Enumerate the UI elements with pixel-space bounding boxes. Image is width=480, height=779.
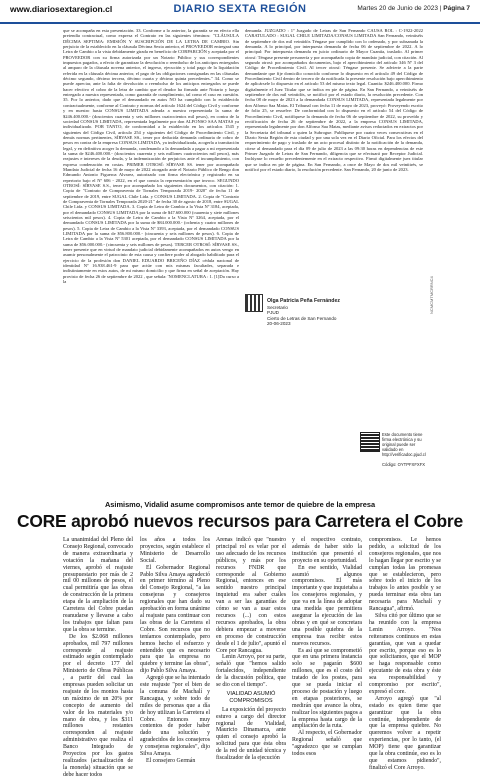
date-text: Martes 20 de Junio de 2023	[357, 5, 438, 12]
paragraph: La exposición del proyecto estuvo a cargo del director regional de Vialidad, Mauricio Dinamarca, ante quien el consejo aprobó la solicitud para que ésta obra de la red de unidad técnica y fiscalizador de la ejecución	[216, 706, 286, 762]
paragraph: los años a todos los proyectos, según establece el Ministerio de Desarrollo Social.	[140, 537, 210, 564]
seal-icon	[245, 294, 263, 312]
paragraph: compromisos. Le hemos pedido, a solicitud de los consejeros regionales, que nos lo hagan llegar por escrito y se cumplan todas las promesas que se establecieron, pero sobre todo el inicio de los trabajos lo antes posible y se pueda terminar esta obra tan necesaria para Machalí y Rancagua", afirmó.	[369, 537, 441, 613]
page-header	[0, 0, 480, 24]
paragraph: Arroyo agregó que "al estado es quien tiene que garantizar que la obra continúe, independiente de que la empresa quiebre. No queremos volver a repetir experiencias, por lo tanto, (el MOP) tiene que garantizar que la obra continúe, eso es lo que estamos pidiendo", finalizó el Core Arroyo.	[369, 695, 441, 771]
signer-date: 20-06-2023	[267, 321, 291, 326]
document-side-id: NCMCMTMCRRNC4	[429, 276, 434, 314]
legal-notice-left: que se acompaña en esta presentación. 33. Conforme a lo anterior, la garantía se en efecto ella pretendía contractual, como expresa el Contrato en las siguientes términos: "CLÁUSULA DÉCIMA SEPTIMA: EMISIÓN Y SUSCRIPCIÓN DE LA LETRA DE CAMBIO. Sin perjuicio de la establecido en la cláusula Décima Sexta anterior, el PROVEEDOR entregará una Letra de Cambio a la vista debidamente girada en beneficio de CORPARCIÓN y aceptada por el PROVEEDOR con su firma autorizada por un Notario Público y sus correspondientes impuestos pagados, a efecto de garantizar la devolución o reembolso de los anticipos entregados al amparo de la cláusula novena anterior, el ingreso, ejecución y total pago de la liquidación referida en la cláusula décima anterior, el pago de las obligaciones consignadas en las cláusulas décimo segundo, décimo tercera, décimo cuarta y décimo quinta precedentes." 34. Como se puede apreciar, ante la falta de devolución o reembolso de los anticipos entregados se puede hacer efectivo el cobro de la letra de cambio que el deudor ha firmado ante Notario y luego entregado a nuestra representada, como garantía de cumplimiento, tal como el caso en cuestión. 35. Por lo anterior, dado que el demandado en autos NO ha cumplido con lo establecido contractualmente, conforme al Contrato y normas del artículo 1624 del Código Civil y conforme y en nuestro hasta CONSUS LIMITADA adeuda a nuestra representada la suma de $246.400.000.- (doscientos cuarenta y seis millones cuatrocientos mil pesos), en contra de la sociedad CONSUS LIMITADA, representada legalmente por don ALFONSO SAA MATAS ya individualizado. POR TANTO, de conformidad a lo establecido en los artículos 1545 y siguientes del Código Civil, artículo 254 y siguientes del Código de Procedimiento Civil, y demás normas pertinentes, SÍRVASE SS., tener por deducida demanda ordinaria de cobro de pesos en contra de la empresa CONSUS LIMITADA, ya individualizada, acogerla a tramitación legal, y en definitiva acoger la demanda, condenando a la demandada a pagar a mi representada la suma de $246.400.000.- (doscientos cuarenta y seis millones cuatrocientos mil pesos), más reajustes e intereses de la deuda, y la indemnización de perjuicios ante el incumplimiento, con expresa condenación en costas. PRIMER OTROSÍ: SÍRVASE SS. tener por acompañado Mandato Judicial de fecha 16 de mayo de 2022 otorgado ante el Notario Público de Rengo don Edmundo Antonio Figueroa Alvarez, autorizado con firma electrónica y registrado en su repertorio bajo el Nº 606 - 2022, en el que consta la representación que invoco. SEGUNDO OTROSÍ: SÍRVASE S.S., tener por acompañado los siguientes documentos, con citación: 1. Copia de "Contrato de Compraventa de Tornales Temporada 2019- 2020" de fecha 11 de septiembre de 2019, entre SUGAL Chile Ltda. y CONSUS LIMITADA. 2. Copia de "Contrato de Compraventa de Tornales Temporada 2020-21" de fecha 30 de agosto de 2018, entre SUGAL Chile Ltda. y CONSUS LIMITADA. 3. Copia de Letra de Cambio a la Vista Nº 3184, aceptada, por el demandado CONSUS LIMITADA por la suma de $47.600.000 (cuarenta y siete millones seiscientos mil pesos). 4. Copia de Letra de Cambio a la Vista Nº 3264, aceptada, por el demandado CONSUS LIMITADA por la suma de $84.000.000.- (ochenta y cuatro millones de pesos). 5. Copia de Letra de Cambio a la Vista Nº 3393, aceptada, por el demandado CONSUS LIMITADA por la suma de $56.800.000.- (cincuenta y seis millones de pesos). 6. Copia de Letra de Cambio a la Vista Nº 5301 aceptada, por el demandado CONSUS LIMITADA por la suma de $56.000.000.- (cincuenta y seis millones de pesos). TERCER OTROSÍ: SÍRVASE SS., tener presente que en virtud de mandato judicial debidamente acompañados en autos vengo en asumir personalmente el patrocinio de esta causa y confiere poder al abogado habilitado para el ejercicio de la profesión don DANIEL EDUARDO BRICEÑO DÍAZ cédula nacional de identidad Nº 16.938.461-9 para que actúe con mis mismas facultades, separada e indistintamente en estos autos, de mi mismo domicilio y que firma en señal de aceptación. Hay provisto de fecha 26 de septiembre de 2022 , que señala: 'NOMENCLATURA : 1. [1]Da curso a la	[63, 28, 239, 285]
article-column-4	[292, 537, 362, 758]
page-number: Página 7	[443, 5, 470, 12]
newspaper-name: DIARIO SEXTA REGIÓN	[173, 3, 307, 15]
paragraph: Lenin Arroyo, por su parte, señaló que "hemos salido fortalecidos, independiente de la discusión política, que se dio con el tiempo".	[216, 654, 286, 689]
legal-notice-right: demanda. JUZGADO : 1º Juzgado de Letras de San Fernando CAUSA ROL : C-1922-2022 CARATULADO : SUGAL CHILE LIMITADA/CONSUS LIMITADA San Fernando, veintiséis de septiembre de dos mil veintidós Téngase por cumplido con lo ordenado, y por subsanada la demanda. A lo principal, por interpuesta demanda de fecha 06 de septiembre de 2022. A lo principal: Por interpuesta demanda en juicio ordinario de Mayor Cuantía, traslado. Al primer otrosí: Téngase presente personería y por acompañado copia de mandato judicial, con citación. Al segundo otrosí: por acompañados documentos, bajo el apercibimiento del artículo 346 Nº 3 del Código de Procedimiento Civil. Al tercer otrosí: Téngase presente. Se advierte a la parte demandante que fije domicilio conocido conforme lo dispuesto en el artículo 49 del Código de Procedimiento Civil dentro de tercero de da notificada la presente resolución bajo apercibimiento de aplicársele lo dispuesto en el artículo 53 del mismo texto legal. Cuantía: $246.400.000. Firmo digitalmente el Juez Titular que se indica en pie de página. En San Fernando, a veintiséis de septiembre de dos mil veintidós, se notificó por el estado diario, la resolución precedente. Con fecha 08 de mayo de 2023 a la demandada CONSUS LIMITADA, representada legalmente por don Alfonso Saa Matas. El Tribunal con fecha 11 de mayo de 2023, proveyó: Proveyendo escrito de folio 25, se resuelve: De conformidad con lo dispuesto en el artículo 54 del Código de Procedimiento Civil, notifíquese la demanda de fecha 06 de septiembre de 2022, su proveído y rectificación de fecha 26 de septiembre de 2022, a la empresa CONSUS LIMITADA, representada legalmente por don Alfonso Saa Matas, mediante avisos redactados en extractos por la Secretaria del tribunal o quien la Subrogue. Publíquese por cuatro veces consecutivas en el Diario Sexta Región de esta ciudad y por una sola vez en el Diario Oficial. Para los efectos del requerimiento de pago y traslado de un acto procesal distinto de la notificación de la demanda, citese al demandado para el día 09 de julio de 2023 a las 09:30 horas en dependencias de este Primer Juzgado de Letras de San Fernando, diligencia que se efectuará por Receptor Judicial. Inclúyase lo resuelto precedentemente en el extracto respectivo. Firmó digitalmente juez titular que se indica en pie de página. En San Fernando, a once de Mayo de dos mil veintitrés, se notificó por el estado diario, la resolución precedente. San Fernando, 20 de junio de 2023.	[245, 28, 423, 172]
verification-code: Código: OYTPFXFXFX	[382, 462, 426, 467]
signer-role: Secretario	[267, 304, 288, 310]
site-url[interactable]: www.diariosextaregion.cl	[10, 4, 113, 14]
signer-court-name: Cierto de Letras de San Fernando	[267, 315, 337, 321]
paragraph: El consejero Germán	[146, 758, 196, 764]
paragraph: La unanimidad del Pleno del Consejo Regional, convocado de manera extraordinaria y votación la mañana del viernes, aprobó el reajuste presupuestario por más de 2 mil 00 millones de pesos, el cual permitiría que las obras de construcción de la primera etapa de la ampliación de la Carretera del Cobre puedan reanudarse y llevarse a cabo los trabajos que faltan para que la obra se termine.	[63, 537, 133, 633]
paragraph: En ese sentido, Vialidad asumió algunos compromisos. El más importante y que inquietaba a los consejeros regionales, y que va en la línea de adoptar una medida que permitiera asegurar la ejecución de las obras y en qué se concretara una posible quiebra de la empresa tras recibir estos nuevos recursos.	[292, 564, 362, 647]
issue-date: Martes 20 de Junio de 2023 | Página 7	[357, 5, 470, 12]
paragraph: De los $2.068 millones aprobados, mil 797 millones corresponde al reajuste estimado según contemplado por el decreto 177 del Ministerio de Obras Públicas , a partir del cual las empresas pueden solicitar un reajuste de los montos hasta un máximo de un 20% por concepto de aumento del valor de los materiales y/o mano de obra, y los $311 millones restantes corresponden al reajuste administrativo que realiza el Banco Integrado de Proyectos por los gastos realizados (actualización de la moneda) situación que se debe hacer todos	[63, 633, 133, 778]
article-column-5	[369, 537, 441, 771]
article-subtitle: Asimismo, Vidalid asume compromisos ante temor de quiebre de la empresa	[104, 500, 376, 509]
article-column-2	[140, 537, 210, 764]
paragraph: y el respectivo contrato, además de haber sido la institución que presentó el proyecto en su oportunidad.	[292, 537, 362, 564]
article-column-3	[216, 537, 286, 762]
article-column-1	[63, 537, 133, 778]
verification-text	[382, 432, 430, 467]
paragraph: Al respecto, el Gobernador Regional señaló que "agradezco que se cumplan todos esos	[292, 730, 362, 758]
paragraph: El Gobernador Regional Pablo Silva Amaya agradeció en primer término al Pleno del Consejo Regional, "a las consejeras y consejeros regionales que han dado su aprobación en forma unánime al reajuste para continuar con las obras de la Carretera el Cobre. Son recursos que no teníamos contemplado, pero hemos hecho el esfuerzo y entendido que es necesario para que la empresa no quiebre y termine las obras", dijo Pablo Silva Amaya.	[140, 564, 210, 675]
verification-note: Este documento tiene firma electrónica y su original puede ser validado en http://verificadoc.pjud.cl	[382, 432, 426, 457]
verification-box	[360, 432, 430, 492]
signature-block	[245, 298, 423, 326]
article-headline: CORE aprobó nuevos recursos para Carretera el Cobre	[17, 511, 463, 531]
signer-court: PJUD	[267, 310, 279, 315]
paragraph: Silva citó por último que se ha reunido con la empresa Lenin Arroyo. "Nos reiteramos continuos en estas garantías, que van a quedar por escrito, porque eso es lo que solicitamos, que el MOP se haga responsable como ejecutante de esta obra y éste sea responsabilidad y compromiso por escrito", expresó el core.	[369, 612, 441, 695]
paragraph: Agregó que se ha intentado este reajuste "por el bien de la comuna de Machalí y Rancagua, y sobre todo de miles de personas que a día de hoy utilizan la Carretera el Cobre. Entonces muy contentos de poder haber dado una solución y agradecidos de los consejeros y consejeras regionales", dijo Silva Amaya.	[140, 675, 210, 758]
paragraph: Arenas indicó que "nuestro principal rol es velar por el uso adecuado de los recursos públicos, y más por los recursos FNDR que corresponde al Gobierno Regional, entonces en ese sentido nuestro principal inquietud era saber cuáles van a ser las garantías de cómo se van a usar estos recursos (...) con estos recursos aprobados, la obra debiera empezar a moverse en proceso de construcción desde el 1 de julio", apuntó el Core por Rancagua.	[216, 537, 286, 654]
signer	[267, 298, 340, 327]
qr-code-icon	[360, 432, 380, 452]
signer-name: Olga Patricia Peña Fernández	[267, 298, 340, 304]
section-title: VIALIDAD ASUMIÓ COMPROMISOS	[226, 690, 276, 704]
paragraph: Es así que se comprometió que en una primera instancia solo se pagarán $600 millones, que es el costo del tratado de los postes, para que se pueda iniciar el proceso de postación y luego en etapas posteriores, se medirán que avance la obra, realizar los siguientes pagos a la empresa hasta cargo de la ampliación de la ruta.	[292, 647, 362, 730]
